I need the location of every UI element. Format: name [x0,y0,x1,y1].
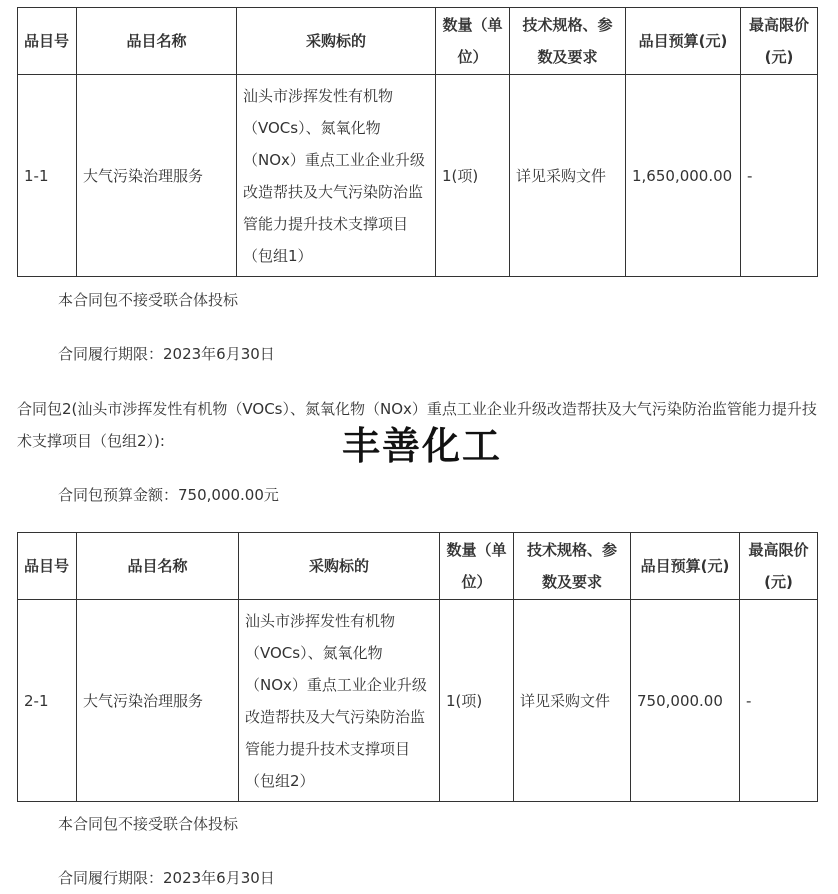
package2-title: 合同包2(汕头市涉挥发性有机物（VOCs）、氮氧化物（NOx）重点工业企业升级改造帮扶及大气污染防治监管能力提升技术支撑项目（包组2）): [17,400,817,450]
table-row [18,600,818,802]
table-header-row [18,8,818,75]
header-budget: 品目预算(元) [631,533,740,600]
header-quantity: 数量（单位） [440,533,514,600]
cell-spec: 详见采购文件 [510,75,626,277]
cell-spec: 详见采购文件 [514,600,631,802]
header-item-name: 品目名称 [77,533,239,600]
cell-item-name: 大气污染治理服务 [77,600,239,802]
cell-quantity: 1(项) [436,75,510,277]
package2-period: 合同履行期限：2023年6月30日 [58,869,275,887]
header-subject: 采购标的 [239,533,440,600]
header-subject: 采购标的 [237,8,436,75]
watermark-logo: 丰善化工 [342,424,503,468]
header-item-no: 品目号 [18,8,77,75]
cell-max-price: - [740,600,818,802]
cell-item-no: 2-1 [18,600,77,802]
header-max-price: 最高限价(元) [741,8,818,75]
package1-no-consortium: 本合同包不接受联合体投标 [58,291,239,309]
cell-subject: 汕头市涉挥发性有机物（VOCs）、氮氧化物（NOx）重点工业企业升级改造帮扶及大气污染防治监管能力提升技术支撑项目（包组1） [237,75,436,277]
cell-item-no: 1-1 [18,75,77,277]
cell-budget: 750,000.00 [631,600,740,802]
cell-item-name: 大气污染治理服务 [77,75,237,277]
header-item-name: 品目名称 [77,8,237,75]
table-row [18,75,818,277]
package2-budget-amount: 合同包预算金额：750,000.00元 [58,486,279,504]
cell-budget: 1,650,000.00 [626,75,741,277]
package2-no-consortium: 本合同包不接受联合体投标 [58,815,239,833]
package1-items-table [17,7,818,277]
header-max-price: 最高限价(元) [740,533,818,600]
cell-subject: 汕头市涉挥发性有机物（VOCs）、氮氧化物（NOx）重点工业企业升级改造帮扶及大气污染防治监管能力提升技术支撑项目（包组2） [239,600,440,802]
header-spec: 技术规格、参数及要求 [510,8,626,75]
package1-period: 合同履行期限：2023年6月30日 [58,345,275,363]
table-header-row [18,533,818,600]
header-spec: 技术规格、参数及要求 [514,533,631,600]
header-item-no: 品目号 [18,533,77,600]
package2-items-table [17,532,818,802]
header-budget: 品目预算(元) [626,8,741,75]
cell-quantity: 1(项) [440,600,514,802]
cell-max-price: - [741,75,818,277]
header-quantity: 数量（单位） [436,8,510,75]
